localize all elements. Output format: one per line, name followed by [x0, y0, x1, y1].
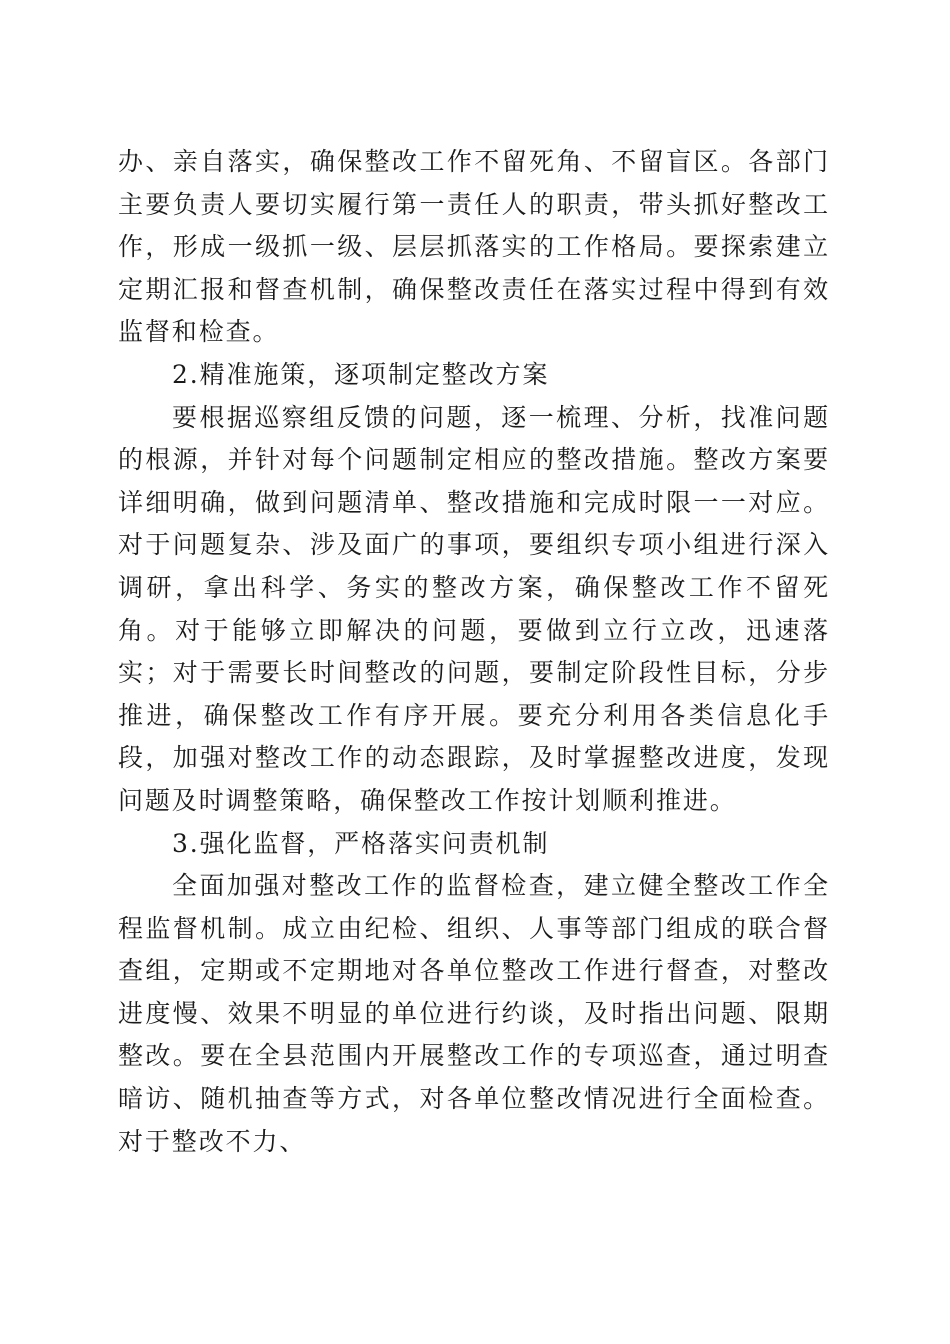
section-heading-supervision: 3.强化监督，严格落实问责机制	[172, 828, 550, 858]
paragraph-supervision: 全面加强对整改工作的监督检查，建立健全整改工作全程监督机制。成立由纪检、组织、人事等部门组成的联合督查组，定期或不定期地对各单位整改工作进行督查，对整改进度慢、效果不明显的单位进行约谈，及时指出问题、限期整改。要在全县范围内开展整改工作的专项巡查，通过明查暗访、随机抽查等方式，对各单位整改情况进行全面检查。对于整改不力、	[118, 871, 830, 1156]
paragraph-rectification-plan: 要根据巡察组反馈的问题，逐一梳理、分析，找准问题的根源，并针对每个问题制定相应的整改措施。整改方案要详细明确，做到问题清单、整改措施和完成时限一一对应。对于问题复杂、涉及面广的事项，要组织专项小组进行深入调研，拿出科学、务实的整改方案，确保整改工作不留死角。对于能够立即解决的问题，要做到立行立改，迅速落实；对于需要长时间整改的问题，要制定阶段性目标，分步推进，确保整改工作有序开展。要充分利用各类信息化手段，加强对整改工作的动态跟踪，及时掌握整改进度，发现问题及时调整策略，确保整改工作按计划顺利推进。	[118, 402, 830, 815]
section-heading-precise-measures: 2.精准施策，逐项制定整改方案	[172, 359, 550, 389]
paragraph-responsibility-continued: 办、亲自落实，确保整改工作不留死角、不留盲区。各部门主要负责人要切实履行第一责任人的职责，带头抓好整改工作，形成一级抓一级、层层抓落实的工作格局。要探索建立定期汇报和督查机制，确保整改责任在落实过程中得到有效监督和检查。	[118, 147, 830, 347]
document-body	[118, 141, 830, 1163]
